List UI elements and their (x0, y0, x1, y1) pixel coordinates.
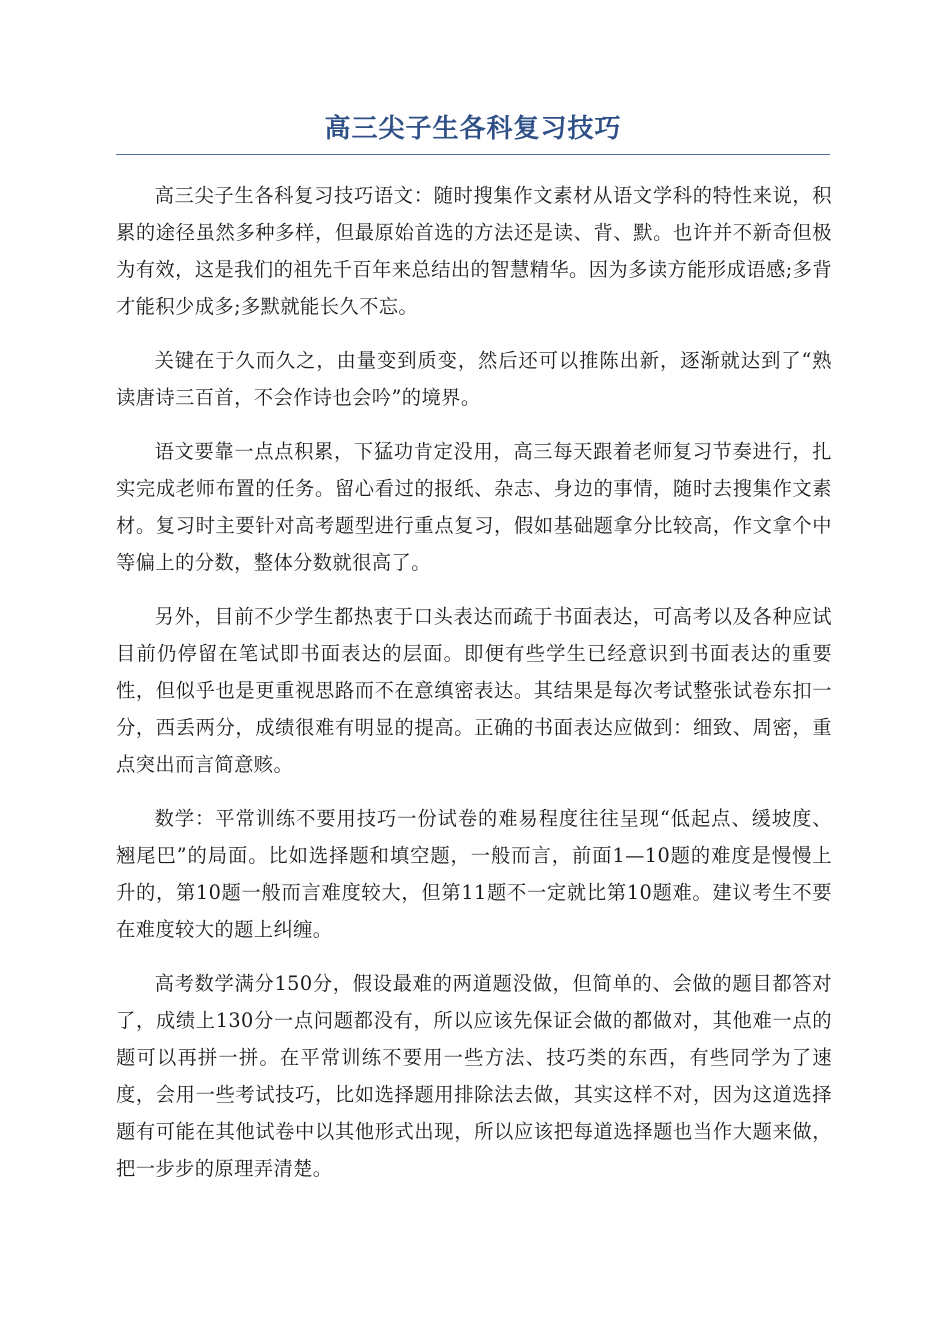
paragraph: 数学：平常训练不要用技巧一份试卷的难易程度往往呈现“低起点、缓坡度、翘尾巴”的局面。比如选择题和填空题，一般而言，前面1—10题的难度是慢慢上升的，第10题一般而言难度较大，但第11题不一定就比第10题难。建议考生不要在难度较大的题上纠缠。 (116, 807, 832, 941)
document-body (116, 177, 832, 1187)
title-block (116, 0, 830, 155)
paragraph: 另外，目前不少学生都热衷于口头表达而疏于书面表达，可高考以及各种应试目前仍停留在笔试即书面表达的层面。即便有些学生已经意识到书面表达的重要性，但似乎也是更重视思路而不在意缜密表达。其结果是每次考试整张试卷东扣一分，西丢两分，成绩很难有明显的提高。正确的书面表达应做到：细致、周密，重点突出而言简意赅。 (116, 605, 832, 776)
page-title: 高三尖子生各科复习技巧 (324, 114, 622, 144)
paragraph: 高三尖子生各科复习技巧语文：随时搜集作文素材从语文学科的特性来说，积累的途径虽然多种多样，但最原始首选的方法还是读、背、默。也许并不新奇但极为有效，这是我们的祖先千百年来总结出的智慧精华。因为多读方能形成语感;多背才能积少成多;多默就能长久不忘。 (116, 184, 832, 318)
paragraph: 高考数学满分150分，假设最难的两道题没做，但简单的、会做的题目都答对了，成绩上130分一点问题都没有，所以应该先保证会做的都做对，其他难一点的题可以再拼一拼。在平常训练不要用一些方法、技巧类的东西，有些同学为了速度，会用一些考试技巧，比如选择题用排除法去做，其实这样不对，因为这道选择题有可能在其他试卷中以其他形式出现，所以应该把每道选择题也当作大题来做，把一步步的原理弄清楚。 (116, 972, 832, 1180)
paragraph: 关键在于久而久之，由量变到质变，然后还可以推陈出新，逐渐就达到了“熟读唐诗三百首，不会作诗也会吟”的境界。 (116, 349, 832, 409)
paragraph: 语文要靠一点点积累，下猛功肯定没用，高三每天跟着老师复习节奏进行，扎实完成老师布置的任务。留心看过的报纸、杂志、身边的事情，随时去搜集作文素材。复习时主要针对高考题型进行重点复习，假如基础题拿分比较高，作文拿个中等偏上的分数，整体分数就很高了。 (116, 440, 832, 574)
